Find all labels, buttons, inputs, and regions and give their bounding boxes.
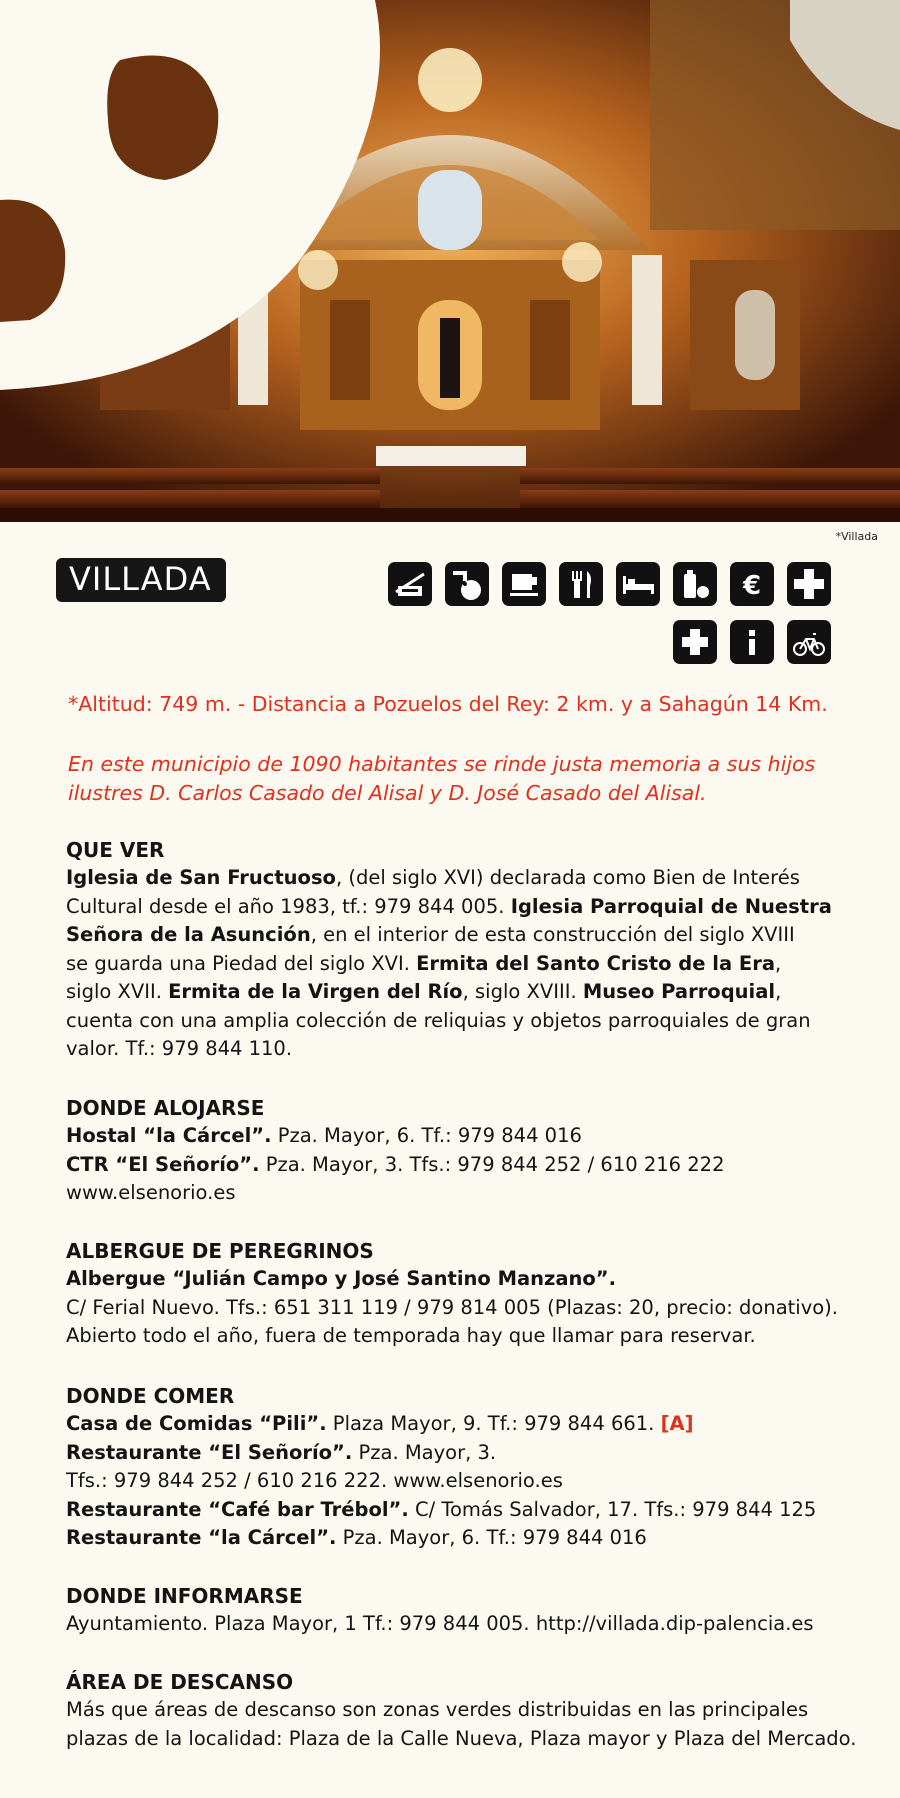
section-heading: DONDE ALOJARSE — [66, 1096, 265, 1120]
text-line: Casa de Comidas “Pili”. Plaza Mayor, 9. Tf.: 979 844 661. [A] — [66, 1412, 694, 1435]
text-line: CTR “El Señorío”. Pza. Mayor, 3. Tfs.: 979 844 252 / 610 216 222 — [66, 1152, 725, 1176]
section-heading: QUE VER — [66, 838, 165, 862]
text-line: plazas de la localidad: Plaza de la Calle Nueva, Plaza mayor y Plaza del Mercado. — [66, 1726, 857, 1750]
section-albergue — [66, 1237, 856, 1351]
text-line: C/ Ferial Nuevo. Tfs.: 651 311 119 / 979 814 005 (Plazas: 20, precio: donativo). — [66, 1295, 838, 1319]
text-line: Cultural desde el año 1983, tf.: 979 844 005. Iglesia Parroquial de Nuestra — [66, 894, 832, 918]
pharmacy-cross-icon — [787, 562, 831, 606]
section-heading: DONDE COMER — [66, 1384, 235, 1408]
medical-cross-icon — [673, 620, 717, 664]
bicycle-icon — [787, 620, 831, 664]
section-heading: DONDE INFORMARSE — [66, 1584, 303, 1608]
section-area-descanso — [66, 1668, 856, 1753]
section-donde-informarse — [66, 1582, 856, 1639]
restaurant-icon — [559, 562, 603, 606]
shop-icon — [673, 562, 717, 606]
text-line: Hostal “la Cárcel”. Pza. Mayor, 6. Tf.: 979 844 016 — [66, 1124, 582, 1147]
accommodation-icon — [388, 562, 432, 606]
text-line: Iglesia de San Fructuoso, (del siglo XVI) declarada como Bien de Interés — [66, 866, 800, 889]
text-line: cuenta con una amplia colección de reliquias y objetos parroquiales de gran — [66, 1008, 811, 1032]
text-line: Abierto todo el año, fuera de temporada hay que llamar para reservar. — [66, 1324, 756, 1347]
text-line: Más que áreas de descanso son zonas verdes distribuidas en las principales — [66, 1698, 809, 1721]
information-icon — [730, 620, 774, 664]
church-interior-photo — [0, 0, 900, 522]
section-donde-comer — [66, 1382, 856, 1553]
text-line: Tfs.: 979 844 252 / 610 216 222. www.elsenorio.es — [66, 1469, 563, 1492]
text-line: Albergue “Julián Campo y José Santino Manzano”. — [66, 1267, 617, 1290]
svg-text:€: € — [742, 571, 762, 601]
euro-icon — [730, 562, 774, 606]
text-line: se guarda una Piedad del siglo XVI. Ermita del Santo Cristo de la Era, — [66, 951, 782, 975]
drinking-water-icon — [445, 562, 489, 606]
photo-caption: *Villada — [835, 530, 878, 543]
text-line: Restaurante “El Señorío”. Pza. Mayor, 3. — [66, 1440, 497, 1464]
cafe-icon — [502, 562, 546, 606]
text-line: Restaurante “la Cárcel”. Pza. Mayor, 6. Tf.: 979 844 016 — [66, 1526, 647, 1549]
section-donde-alojarse — [66, 1094, 856, 1208]
altitude-distance-text: *Altitud: 749 m. - Distancia a Pozuelos del Rey: 2 km. y a Sahagún 14 Km. — [68, 692, 828, 716]
text-line: Restaurante “Café bar Trébol”. C/ Tomás Salvador, 17. Tfs.: 979 844 125 — [66, 1497, 817, 1521]
text-line: valor. Tf.: 979 844 110. — [66, 1037, 293, 1060]
text-line: Señora de la Asunción, en el interior de esta construcción del siglo XVIII — [66, 923, 795, 946]
town-title: VILLADA — [56, 558, 226, 602]
section-heading: ÁREA DE DESCANSO — [66, 1670, 294, 1694]
text-line: siglo XVII. Ermita de la Virgen del Río, siglo XVIII. Museo Parroquial, — [66, 980, 782, 1003]
section-que-ver — [66, 836, 856, 1064]
intro-text: En este municipio de 1090 habitantes se rinde justa memoria a sus hijos ilustres D. Carlos Casado del Alisal y D. José Casado del Alisal. — [68, 752, 816, 805]
website-link[interactable]: www.elsenorio.es — [66, 1181, 236, 1204]
section-heading: ALBERGUE DE PEREGRINOS — [66, 1239, 374, 1263]
hostel-bed-icon — [616, 562, 660, 606]
text-line: Ayuntamiento. Plaza Mayor, 1 Tf.: 979 844 005. http://villada.dip-palencia.es — [66, 1612, 814, 1635]
